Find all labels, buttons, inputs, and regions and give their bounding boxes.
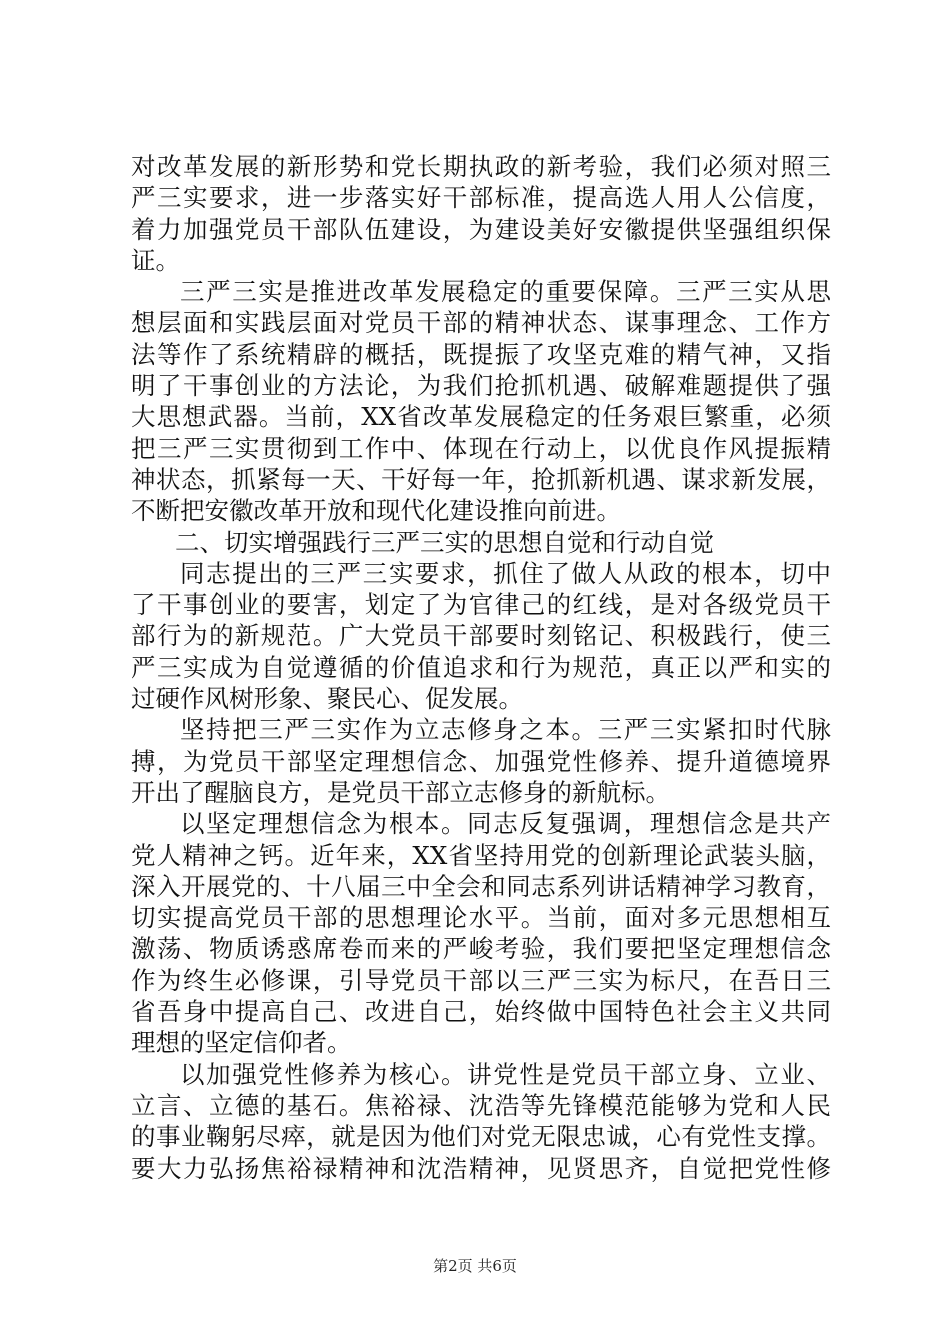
body-text-line: 着力加强党员干部队伍建设，为建设美好安徽提供坚强组织保 xyxy=(131,214,831,244)
body-text-line: 搏，为党员干部坚定理想信念、加强党性修养、提升道德境界 xyxy=(131,746,831,776)
paragraph-first-line: 同志提出的三严三实要求，抓住了做人从政的根本，切中 xyxy=(180,558,831,588)
body-text-line: 要大力弘扬焦裕禄精神和沈浩精神，见贤思齐，自觉把党性修 xyxy=(131,1153,831,1183)
body-text-line: 深入开展党的、十八届三中全会和同志系列讲话精神学习教育， xyxy=(131,871,831,901)
body-text-line: 严三实要求，进一步落实好干部标准，提高选人用人公信度， xyxy=(131,183,831,213)
body-text-line: 把三严三实贯彻到工作中、体现在行动上，以优良作风提振精 xyxy=(131,433,831,463)
body-text-line: 明了干事创业的方法论，为我们抢抓机遇、破解难题提供了强 xyxy=(131,371,831,401)
body-text-line: 的事业鞠躬尽瘁，就是因为他们对党无限忠诚，心有党性支撑。 xyxy=(131,1122,831,1152)
body-text-line: 想层面和实践层面对党员干部的精神状态、谋事理念、工作方 xyxy=(131,308,831,338)
body-text-line: 法等作了系统精辟的概括，既提振了攻坚克难的精气神，又指 xyxy=(131,339,831,369)
paragraph-first-line: 以坚定理想信念为根本。同志反复强调，理想信念是共产 xyxy=(180,809,831,839)
body-text-line: 不断把安徽改革开放和现代化建设推向前进。 xyxy=(131,496,621,526)
body-text-line: 作为终生必修课，引导党员干部以三严三实为标尺，在吾日三 xyxy=(131,965,831,995)
page-number-footer: 第2页 共6页 xyxy=(433,1257,517,1275)
document-body xyxy=(131,151,831,1184)
body-text-line: 大思想武器。当前，XX省改革发展稳定的任务艰巨繁重，必须 xyxy=(131,402,831,432)
body-text-line: 省吾身中提高自己、改进自己，始终做中国特色社会主义共同 xyxy=(131,997,831,1027)
body-text-line: 对改革发展的新形势和党长期执政的新考验，我们必须对照三 xyxy=(131,152,831,181)
paragraph-first-line: 三严三实是推进改革发展稳定的重要保障。三严三实从思 xyxy=(180,277,831,307)
body-text-line: 部行为的新规范。广大党员干部要时刻铭记、积极践行，使三 xyxy=(131,621,831,651)
body-text-line: 激荡、物质诱惑席卷而来的严峻考验，我们要把坚定理想信念 xyxy=(131,934,831,964)
body-text-line: 证。 xyxy=(131,245,180,275)
paragraph-first-line: 坚持把三严三实作为立志修身之本。三严三实紧扣时代脉 xyxy=(180,715,831,745)
body-text-line: 过硬作风树形象、聚民心、促发展。 xyxy=(131,684,523,714)
body-text-line: 神状态，抓紧每一天、干好每一年，抢抓新机遇、谋求新发展， xyxy=(131,464,831,494)
body-text-line: 党人精神之钙。近年来，XX省坚持用党的创新理论武装头脑， xyxy=(131,840,831,870)
paragraph-first-line: 以加强党性修养为核心。讲党性是党员干部立身、立业、 xyxy=(180,1059,831,1089)
body-text-line: 切实提高党员干部的思想理论水平。当前，面对多元思想相互 xyxy=(131,903,831,933)
body-text-line: 理想的坚定信仰者。 xyxy=(131,1028,352,1058)
body-text-line: 了干事创业的要害，划定了为官律己的红线，是对各级党员干 xyxy=(131,590,831,620)
body-text-line: 严三实成为自觉遵循的价值追求和行为规范，真正以严和实的 xyxy=(131,652,831,682)
section-heading: 二、切实增强践行三严三实的思想自觉和行动自觉 xyxy=(175,527,714,557)
body-text-line: 立言、立德的基石。焦裕禄、沈浩等先锋模范能够为党和人民 xyxy=(131,1090,831,1120)
body-text-line: 开出了醒脑良方，是党员干部立志修身的新航标。 xyxy=(131,777,670,807)
